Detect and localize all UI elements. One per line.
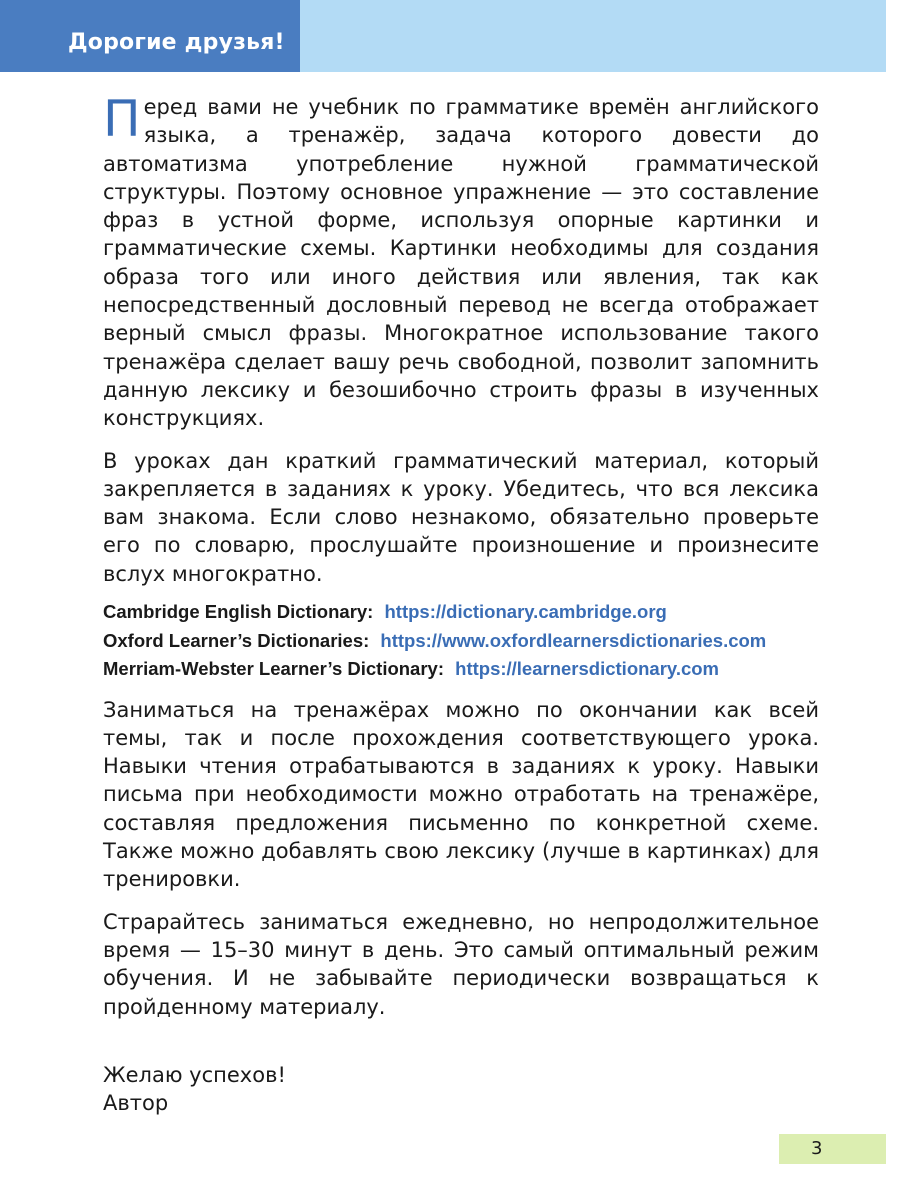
main-content <box>103 90 819 1117</box>
intro-paragraph <box>103 90 819 433</box>
page-title-text: Дорогие друзья! <box>68 30 285 55</box>
page-number-text: 3 <box>811 1138 823 1159</box>
trainers-paragraph: Заниматься на тренажёрах можно по окончании как всей темы, так и после прохождения соответствующего урока. Навыки чтения отрабатываются в заданиях к уроку. Навыки письма при необходимости можно отработать на тренажёре, составляя предложения письменно по конкретной схеме. Также можно добавлять свою лексику (лучше в картинках) для тренировки. <box>103 697 819 892</box>
dictionary-item-merriam-webster <box>103 655 819 684</box>
daily-paragraph: Страрайтесь заниматься ежедневно, но непродолжительное время — 15–30 минут в день. Это самый оптимальный режим обучения. И не забывайте периодически возвращаться к пройденному материалу. <box>103 909 819 1019</box>
dictionary-item-oxford <box>103 627 819 656</box>
dictionary-link[interactable]: https://learnersdictionary.com <box>455 658 720 680</box>
dictionary-link[interactable]: https://dictionary.cambridge.org <box>384 601 667 623</box>
dictionary-list <box>103 598 819 684</box>
page-number <box>779 1134 886 1164</box>
page-title <box>0 0 300 72</box>
dictionary-name: Oxford Learner’s Dictionaries: <box>103 629 370 651</box>
dictionary-name: Merriam-Webster Learner’s Dictionary: <box>103 658 444 680</box>
signoff-wish: Желаю успехов! <box>103 1062 286 1087</box>
dictionary-link[interactable]: https://www.oxfordlearnersdictionaries.com <box>380 629 767 651</box>
drop-cap: П <box>103 90 141 148</box>
signoff <box>103 1061 819 1118</box>
dictionary-name: Cambridge English Dictionary: <box>103 601 374 623</box>
lessons-paragraph: В уроках дан краткий грамматический материал, который закрепляется в заданиях к уроку. Убедитесь, что вся лексика вам знакома. Если слово незнакомо, обязательно проверьте его по словарю, прослушайте произношение и произнесите вслух многократно. <box>103 448 819 586</box>
intro-text: еред вами не учебник по грамматике времён английского языка, а тренажёр, задача которого довести до автоматизма употребление нужной грамматической структуры. Поэтому основное упражнение — это составление фраз в устной форме, используя опорные картинки и грамматические схемы. Картинки необходимы для создания образа того или иного действия или явления, так как непосредственный дословный перевод не всегда отображает верный смысл фразы. Многократное использование такого тренажёра сделает вашу речь свободной, позволит запомнить данную лексику и безошибочно строить фразы в изученных конструкциях. <box>103 95 819 431</box>
dictionary-item-cambridge <box>103 598 819 627</box>
signoff-author: Автор <box>103 1091 169 1116</box>
